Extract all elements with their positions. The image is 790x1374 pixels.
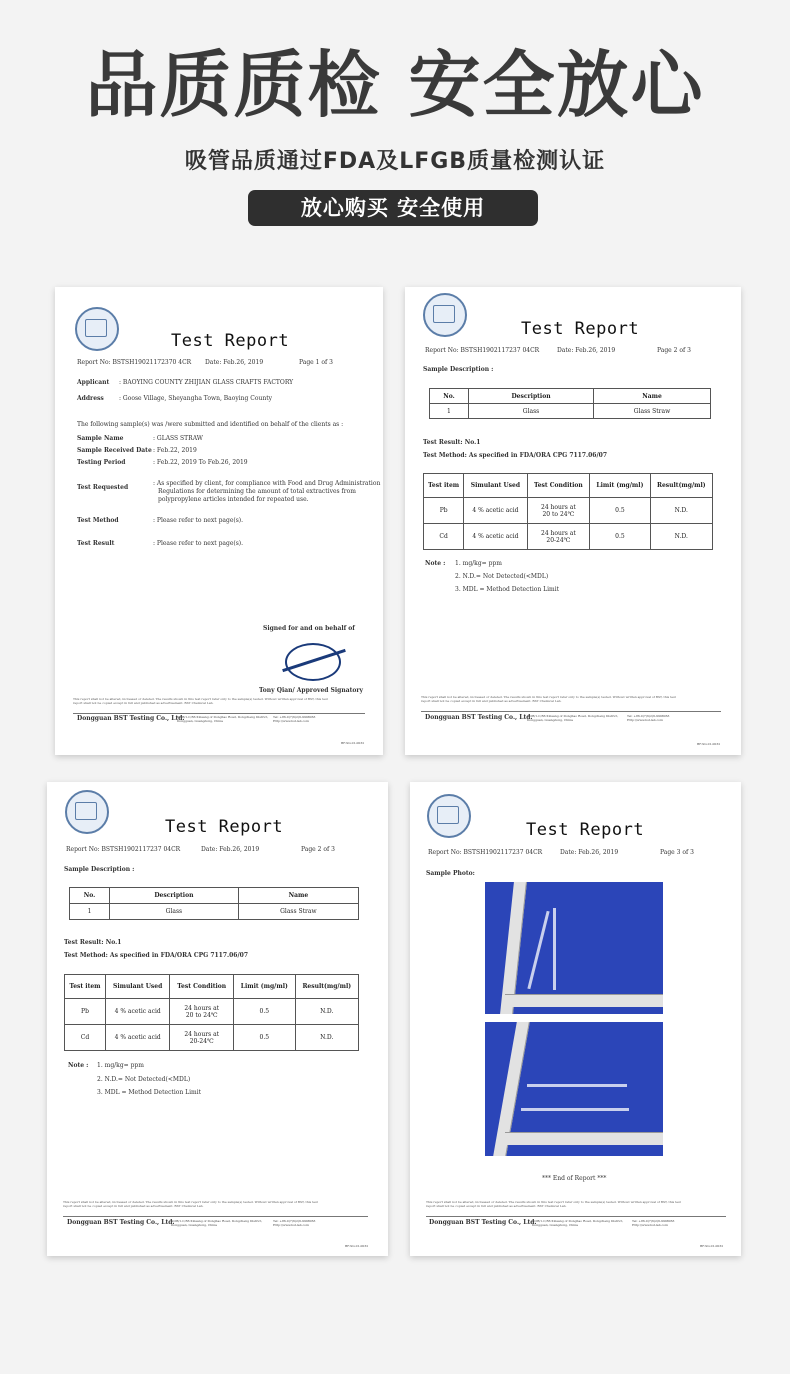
sample-name-value: : GLASS STRAW xyxy=(153,435,203,442)
condition-line-2: 20 to 24℃ xyxy=(542,510,575,518)
disclaimer-line-1: This report shall not be altered, increased or deleted. The results shown in this test report refer only to the sample(s) tested. Without written approval of BST, this test xyxy=(426,1200,681,1204)
col-no: No. xyxy=(70,888,110,904)
report-title: Test Report xyxy=(526,820,645,840)
footer-divider xyxy=(421,711,721,712)
report-date: Date: Feb.26, 2019 xyxy=(205,359,264,366)
report-title: Test Report xyxy=(521,319,640,339)
cell-description: Glass xyxy=(468,404,593,419)
cell-item: Pb xyxy=(424,498,464,524)
test-result-table xyxy=(423,473,713,550)
cell-no: 1 xyxy=(430,404,469,419)
cell-condition xyxy=(170,999,234,1025)
signatory-text: Tony Qian/ Approved Signatory xyxy=(259,687,364,694)
cell-result: N.D. xyxy=(295,1025,358,1051)
disclaimer xyxy=(73,697,365,705)
col-test-item: Test item xyxy=(424,474,464,498)
report-page-1 xyxy=(55,287,383,755)
footer-address-line-1: A/2B/1-C,B6 Xinsang of Donghao Road, Dongcheng District, xyxy=(171,1219,263,1223)
ruler-horizontal xyxy=(505,994,663,1007)
sample-description-label: Sample Description : xyxy=(64,866,135,873)
note-2: 2. N.D.= Not Detected(<MDL) xyxy=(97,1076,191,1083)
col-description: Description xyxy=(468,389,593,404)
glass-straw-1 xyxy=(527,911,549,989)
disclaimer xyxy=(63,1200,368,1208)
disclaimer-line-1: This report shall not be altered, increased or deleted. The results shown in this test report refer only to the sample(s) tested. Without written approval of BST, this test xyxy=(63,1200,318,1204)
cell-item: Cd xyxy=(424,524,464,550)
table-row xyxy=(424,524,713,550)
footer-web: Http://www.bst-lab.com xyxy=(273,719,309,723)
form-code: BF-SG-01-0032 xyxy=(345,1244,369,1248)
condition-line-1: 24 hours at xyxy=(184,1004,220,1012)
lab-seal-icon xyxy=(427,794,471,838)
footer-contact xyxy=(627,714,669,722)
form-code: BF-SG-01-0032 xyxy=(700,1244,724,1248)
footer-divider xyxy=(426,1216,726,1217)
note-2: 2. N.D.= Not Detected(<MDL) xyxy=(455,573,549,580)
lab-seal-icon xyxy=(75,307,119,351)
footer-tel: Tel: +86-0(7)6(2)6-9998063 xyxy=(273,715,316,719)
test-result-table xyxy=(64,974,359,1051)
footer-contact xyxy=(273,1219,315,1227)
sample-photo-2 xyxy=(485,1022,663,1156)
col-condition: Test Condition xyxy=(527,474,590,498)
col-limit: Limit (mg/ml) xyxy=(234,975,295,999)
cell-limit: 0.5 xyxy=(590,498,650,524)
condition-line-2: 20-24℃ xyxy=(546,536,571,544)
cell-item: Pb xyxy=(65,999,106,1025)
disclaimer-line-2: report shall not be copied except in full and published as advertisement. BST Chemical Lab. xyxy=(63,1204,204,1208)
col-result: Result(mg/ml) xyxy=(295,975,358,999)
disclaimer-line-1: This report shall not be altered, increased or deleted. The results shown in this test report refer only to the sample(s) tested. Without written approval of BST, this test xyxy=(73,697,328,701)
col-result: Result(mg/ml) xyxy=(650,474,712,498)
footer-web: Http://www.bst-lab.com xyxy=(627,718,663,722)
footer-address-line-2: Dongguan, Guangdong, China xyxy=(527,718,573,722)
report-page-4 xyxy=(410,782,741,1256)
footer-address xyxy=(527,714,618,722)
applicant-label: Applicant xyxy=(77,379,110,386)
report-number: Report No: BSTSH1902117237 04CR xyxy=(66,846,181,853)
footer-tel: Tel: +86-0(7)6(2)6-9998063 xyxy=(632,1219,675,1223)
applicant-value: : BAOYING COUNTY ZHIJIAN GLASS CRAFTS FACTORY xyxy=(119,379,294,386)
report-page-3 xyxy=(47,782,388,1256)
company-name: Dongguan BST Testing Co., Ltd. xyxy=(425,714,533,721)
requested-line-3: polypropylene articles intended for repeated use. xyxy=(158,496,309,503)
report-title: Test Report xyxy=(165,817,284,837)
hero-pill: 放心购买 安全使用 xyxy=(248,190,538,226)
method-label: Test Method xyxy=(77,517,119,524)
footer-address-line-1: A/2B/1-C,B6 Xinsang of Donghao Road, Dongcheng District, xyxy=(527,714,619,718)
footer-web: Http://www.bst-lab.com xyxy=(273,1223,309,1227)
end-of-report: *** End of Report *** xyxy=(542,1175,607,1182)
result-label: Test Result xyxy=(77,540,115,547)
col-simulant: Simulant Used xyxy=(105,975,169,999)
cell-limit: 0.5 xyxy=(234,1025,295,1051)
sample-description-table xyxy=(429,388,711,419)
note-label: Note : xyxy=(425,560,446,567)
cell-condition xyxy=(527,524,590,550)
note-3: 3. MDL = Method Detection Limit xyxy=(455,586,560,593)
company-name: Dongguan BST Testing Co., Ltd. xyxy=(67,1219,175,1226)
report-page: Page 2 of 3 xyxy=(657,347,691,354)
hero-section xyxy=(0,0,790,250)
cell-condition xyxy=(170,1025,234,1051)
signature-stamp xyxy=(285,643,341,681)
report-date: Date: Feb.26, 2019 xyxy=(201,846,260,853)
sample-description-table xyxy=(69,887,359,920)
address-value: : Goose Village, Sheyangha Town, Baoying County xyxy=(119,395,273,402)
report-number: Report No: BSTSH1902117237 04CR xyxy=(428,849,543,856)
cell-simulant: 4 % acetic acid xyxy=(464,498,527,524)
cell-simulant: 4 % acetic acid xyxy=(105,1025,169,1051)
col-description: Description xyxy=(110,888,239,904)
col-name: Name xyxy=(594,389,711,404)
report-page-2 xyxy=(405,287,741,755)
disclaimer-line-2: report shall not be copied except in full and published as advertisement. BST Chemical Lab. xyxy=(73,701,214,705)
footer-web: Http://www.bst-lab.com xyxy=(632,1223,668,1227)
footer-divider xyxy=(63,1216,368,1217)
report-page: Page 2 of 3 xyxy=(301,846,335,853)
footer-address-line-1: A/2B/1-C,B6 Xinsang of Donghao Road, Dongcheng District, xyxy=(177,715,269,719)
form-code: BF-SG-01-0032 xyxy=(697,742,721,746)
requested-line-2: Regulations for determining the amount of total extractives from xyxy=(158,488,356,495)
footer-address-line-1: A/2B/1-C,B6 Xinsang of Donghao Road, Dongcheng District, xyxy=(532,1219,624,1223)
sample-photo-1 xyxy=(485,882,663,1014)
cell-simulant: 4 % acetic acid xyxy=(464,524,527,550)
col-no: No. xyxy=(430,389,469,404)
col-limit: Limit (mg/ml) xyxy=(590,474,650,498)
cell-description: Glass xyxy=(110,904,239,920)
cell-result: N.D. xyxy=(650,524,712,550)
footer-tel: Tel: +86-0(7)6(2)6-9998063 xyxy=(273,1219,316,1223)
report-number: Report No: BSTSH1902117237 04CR xyxy=(425,347,540,354)
table-row xyxy=(65,1025,359,1051)
footer-contact xyxy=(273,715,315,723)
test-result-no: Test Result: No.1 xyxy=(423,439,481,446)
cell-limit: 0.5 xyxy=(234,999,295,1025)
disclaimer-line-1: This report shall not be altered, increased or deleted. The results shown in this test report refer only to the sample(s) tested. Without written approval of BST, this test xyxy=(421,695,676,699)
footer-address xyxy=(177,715,268,723)
test-method: Test Method: As specified in FDA/ORA CPG 7117.06/07 xyxy=(423,452,608,459)
note-1: 1. mg/kg= ppm xyxy=(97,1062,144,1069)
report-page: Page 3 of 3 xyxy=(660,849,694,856)
requested-label: Test Requested xyxy=(77,484,129,491)
signed-text: Signed for and on behalf of xyxy=(263,625,355,632)
condition-line-2: 20 to 24℃ xyxy=(185,1011,218,1019)
footer-tel: Tel: +86-0(7)6(2)6-9998063 xyxy=(627,714,670,718)
footer-address-line-2: Dongguan, Guangdong, China xyxy=(177,719,223,723)
glass-straw-1 xyxy=(527,1084,627,1087)
report-page: Page 1 of 3 xyxy=(299,359,333,366)
sample-name-label: Sample Name xyxy=(77,435,124,442)
cell-simulant: 4 % acetic acid xyxy=(105,999,169,1025)
condition-line-2: 20-24℃ xyxy=(189,1037,214,1045)
form-code: BF-SG-01-0032 xyxy=(341,741,365,745)
report-number: Report No: BSTSH19021172370 4CR xyxy=(77,359,192,366)
footer-divider xyxy=(73,713,365,714)
address-label: Address xyxy=(77,395,104,402)
note-label: Note : xyxy=(68,1062,89,1069)
hero-subtitle: 吸管品质通过FDA及LFGB质量检测认证 xyxy=(184,149,606,174)
method-value: : Please refer to next page(s). xyxy=(153,517,244,524)
col-condition: Test Condition xyxy=(170,975,234,999)
period-label: Testing Period xyxy=(77,459,126,466)
test-method: Test Method: As specified in FDA/ORA CPG 7117.06/07 xyxy=(64,952,249,959)
footer-address xyxy=(532,1219,623,1227)
received-value: : Feb.22, 2019 xyxy=(153,447,197,454)
received-label: Sample Received Date xyxy=(77,447,152,454)
footer-contact xyxy=(632,1219,674,1227)
test-result-no: Test Result: No.1 xyxy=(64,939,122,946)
col-name: Name xyxy=(238,888,358,904)
sample-photo-label: Sample Photo: xyxy=(426,870,475,877)
company-name: Dongguan BST Testing Co., Ltd. xyxy=(429,1219,537,1226)
cell-name: Glass Straw xyxy=(594,404,711,419)
cell-result: N.D. xyxy=(295,999,358,1025)
note-1: 1. mg/kg= ppm xyxy=(455,560,502,567)
disclaimer-line-2: report shall not be copied except in full and published as advertisement. BST Chemical Lab. xyxy=(426,1204,567,1208)
report-date: Date: Feb.26, 2019 xyxy=(560,849,619,856)
glass-straw-2 xyxy=(553,908,556,990)
lab-seal-icon xyxy=(423,293,467,337)
footer-address-line-2: Dongguan, Guangdong, China xyxy=(532,1223,578,1227)
period-value: : Feb.22, 2019 To Feb.26, 2019 xyxy=(153,459,248,466)
lab-seal-icon xyxy=(65,790,109,834)
requested-line-1: : As specified by client, for compliance with Food and Drug Administration xyxy=(153,480,381,487)
report-title: Test Report xyxy=(171,331,290,351)
cell-result: N.D. xyxy=(650,498,712,524)
cell-no: 1 xyxy=(70,904,110,920)
company-name: Dongguan BST Testing Co., Ltd. xyxy=(77,715,185,722)
cell-condition xyxy=(527,498,590,524)
footer-address-line-2: Dongguan, Guangdong, China xyxy=(171,1223,217,1227)
cell-name: Glass Straw xyxy=(238,904,358,920)
glass-straw-2 xyxy=(521,1108,629,1111)
table-row xyxy=(65,999,359,1025)
condition-line-1: 24 hours at xyxy=(541,503,576,511)
intro-text: The following sample(s) was /were submitted and identified on behalf of the clients as : xyxy=(77,421,344,428)
ruler-horizontal xyxy=(505,1132,663,1145)
cell-item: Cd xyxy=(65,1025,106,1051)
cell-limit: 0.5 xyxy=(590,524,650,550)
sample-description-label: Sample Description : xyxy=(423,366,494,373)
disclaimer xyxy=(421,695,721,703)
hero-title: 品质质检 安全放心 xyxy=(85,43,705,127)
disclaimer-line-2: report shall not be copied except in full and published as advertisement. BST Chemical Lab. xyxy=(421,699,562,703)
condition-line-1: 24 hours at xyxy=(541,529,576,537)
note-3: 3. MDL = Method Detection Limit xyxy=(97,1089,202,1096)
report-date: Date: Feb.26, 2019 xyxy=(557,347,616,354)
table-row xyxy=(424,498,713,524)
condition-line-1: 24 hours at xyxy=(184,1030,220,1038)
result-value: : Please refer to next page(s). xyxy=(153,540,244,547)
disclaimer xyxy=(426,1200,726,1208)
col-simulant: Simulant Used xyxy=(464,474,527,498)
footer-address xyxy=(171,1219,262,1227)
col-test-item: Test item xyxy=(65,975,106,999)
